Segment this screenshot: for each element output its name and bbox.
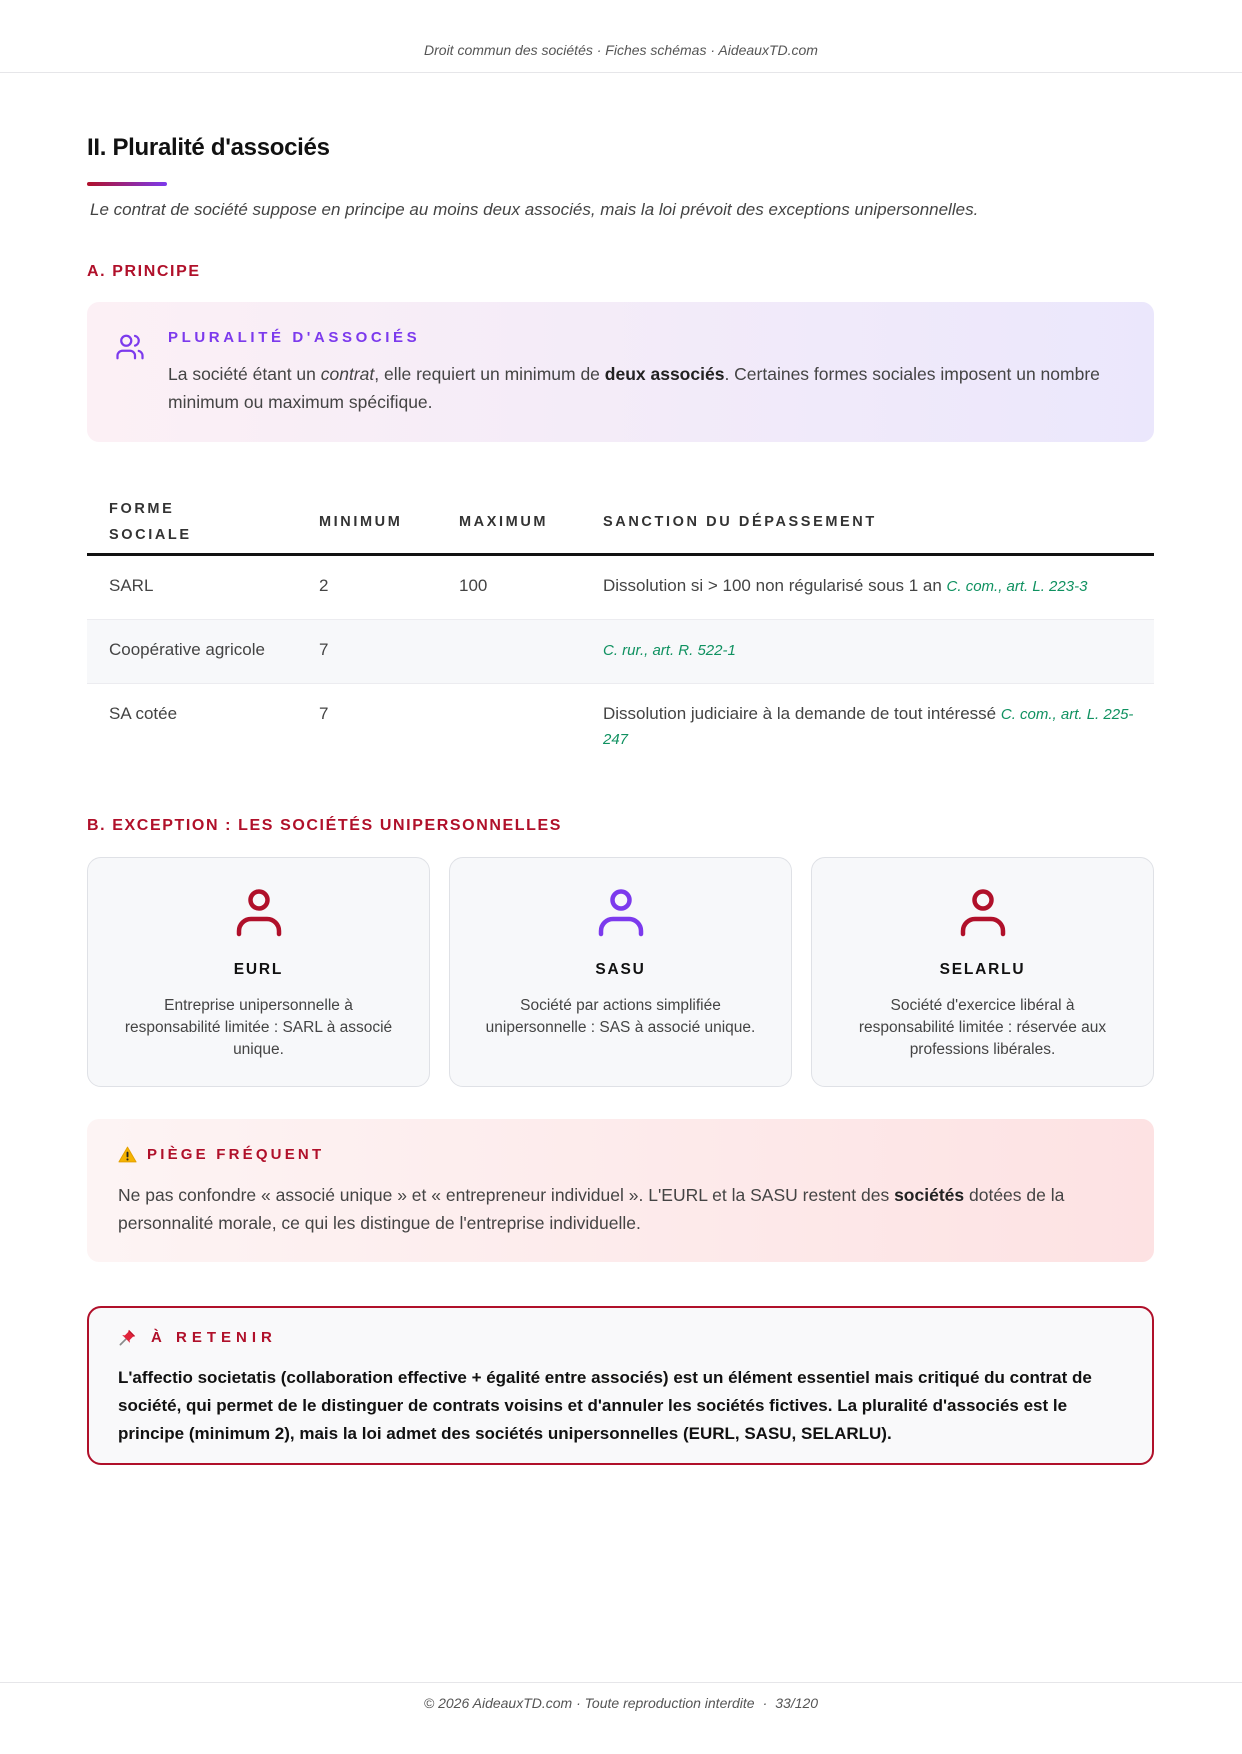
piege-frequent-box <box>87 1119 1154 1262</box>
card-description: Société par actions simplifiée unipersonnelle : SAS à associé unique. <box>485 996 756 1036</box>
page-number: 33/120 <box>775 1695 819 1711</box>
pin-icon <box>118 1328 137 1347</box>
cell-sanction <box>581 683 1154 772</box>
callout-text-part: La société étant un <box>168 364 321 384</box>
cell-minimum: 7 <box>319 703 329 723</box>
section-title: II. Pluralité d'associés <box>87 134 330 161</box>
column-header-maximum: MAXIMUM <box>437 492 581 554</box>
table-header-row <box>87 492 1154 554</box>
user-icon <box>597 888 645 938</box>
table-row <box>87 683 1154 772</box>
card-sasu <box>449 857 792 1087</box>
page-header-text: Droit commun des sociétés · Fiches schémas · AideauxTD.com <box>424 42 818 58</box>
title-underline <box>87 182 167 186</box>
piege-text-part: dotées de la personnalité morale, ce qui les distingue de l'entreprise individuelle. <box>118 1184 1065 1233</box>
user-icon <box>235 888 283 938</box>
section-intro: Le contrat de société suppose en principe au moins deux associés, mais la loi prévoit des exceptions unipersonnelles. <box>90 200 979 219</box>
card-selarlu <box>811 857 1154 1087</box>
table-row <box>87 554 1154 619</box>
cell-sanction <box>581 554 1154 619</box>
callout-text <box>168 360 1104 416</box>
callout-title: PLURALITÉ D'ASSOCIÉS <box>168 329 421 346</box>
callout-text-strong: deux associés <box>604 364 725 384</box>
heading-principe: A. PRINCIPE <box>87 263 201 280</box>
retenir-title-text: À RETENIR <box>151 1328 277 1346</box>
callout-text-emphasis: contrat <box>320 364 375 384</box>
cell-forme: Coopérative agricole <box>87 619 297 683</box>
column-header-sanction: SANCTION DU DÉPASSEMENT <box>581 492 1154 554</box>
piege-title-text: PIÈGE FRÉQUENT <box>147 1145 325 1163</box>
piege-text-strong: sociétés <box>894 1184 965 1205</box>
cell-forme: SARL <box>87 554 297 619</box>
main-content <box>87 134 1154 1465</box>
page-footer <box>0 1682 1242 1712</box>
card-description: Société d'exercice libéral à responsabilité limitée : réservée aux professions libérales. <box>858 996 1107 1058</box>
card-eurl <box>87 857 430 1087</box>
cell-maximum: 100 <box>437 554 581 619</box>
footer-separator: · <box>762 1695 768 1711</box>
callout-text-part: . Certaines formes sociales imposent un nombre minimum ou maximum spécifique. <box>168 364 1100 412</box>
table-formes-sociales <box>87 492 1154 772</box>
sanction-text: Dissolution si > 100 non régularisé sous 1 an <box>603 575 942 595</box>
cell-maximum <box>437 683 581 772</box>
unipersonnelle-cards <box>87 857 1154 1087</box>
heading-exception: B. EXCEPTION : LES SOCIÉTÉS UNIPERSONNELLES <box>87 816 563 834</box>
page-header <box>0 0 1242 73</box>
piege-text-part: Ne pas confondre « associé unique » et « entrepreneur individuel ». L'EURL et la SASU restent des <box>118 1184 895 1205</box>
retenir-text: L'affectio societatis (collaboration effective + égalité entre associés) est un élément essentiel mais critiqué du contrat de société, qui permet de le distinguer de contrats voisins et d'annuler les sociétés fictives. La pluralité d'associés est le principe (minimum 2), mais la loi admet des sociétés unipersonnelles (EURL, SASU, SELARLU). <box>118 1367 1092 1443</box>
cell-minimum: 7 <box>297 619 437 683</box>
users-icon <box>115 332 145 362</box>
cell-forme: SA cotée <box>109 703 178 723</box>
column-header-forme: FORME SOCIALE <box>87 492 297 554</box>
column-header-minimum: MINIMUM <box>297 492 437 554</box>
a-retenir-box <box>87 1306 1154 1465</box>
user-icon <box>959 888 1007 938</box>
legal-reference: C. com., art. L. 225-247 <box>603 705 1134 748</box>
card-description: Entreprise unipersonnelle à responsabilité limitée : SARL à associé unique. <box>124 996 393 1058</box>
callout-pluralite <box>87 302 1154 442</box>
footer-copyright: © 2026 AideauxTD.com · Toute reproduction interdite <box>423 1695 755 1711</box>
cell-minimum: 2 <box>297 554 437 619</box>
table-row <box>87 619 1154 683</box>
card-title: SELARLU <box>939 960 1026 978</box>
piege-title <box>118 1145 1122 1165</box>
card-title: EURL <box>233 960 284 978</box>
cell-maximum <box>437 619 581 683</box>
legal-reference: C. rur., art. R. 522-1 <box>603 641 736 659</box>
piege-text <box>118 1181 1122 1237</box>
warning-icon <box>118 1145 137 1164</box>
legal-reference: C. com., art. L. 223-3 <box>946 577 1088 595</box>
cell-sanction <box>581 619 1154 683</box>
callout-text-part: , elle requiert un minimum de <box>374 364 605 384</box>
card-title: SASU <box>595 960 646 978</box>
sanction-text: Dissolution judiciaire à la demande de tout intéressé <box>603 703 997 723</box>
retenir-title <box>118 1328 1112 1348</box>
